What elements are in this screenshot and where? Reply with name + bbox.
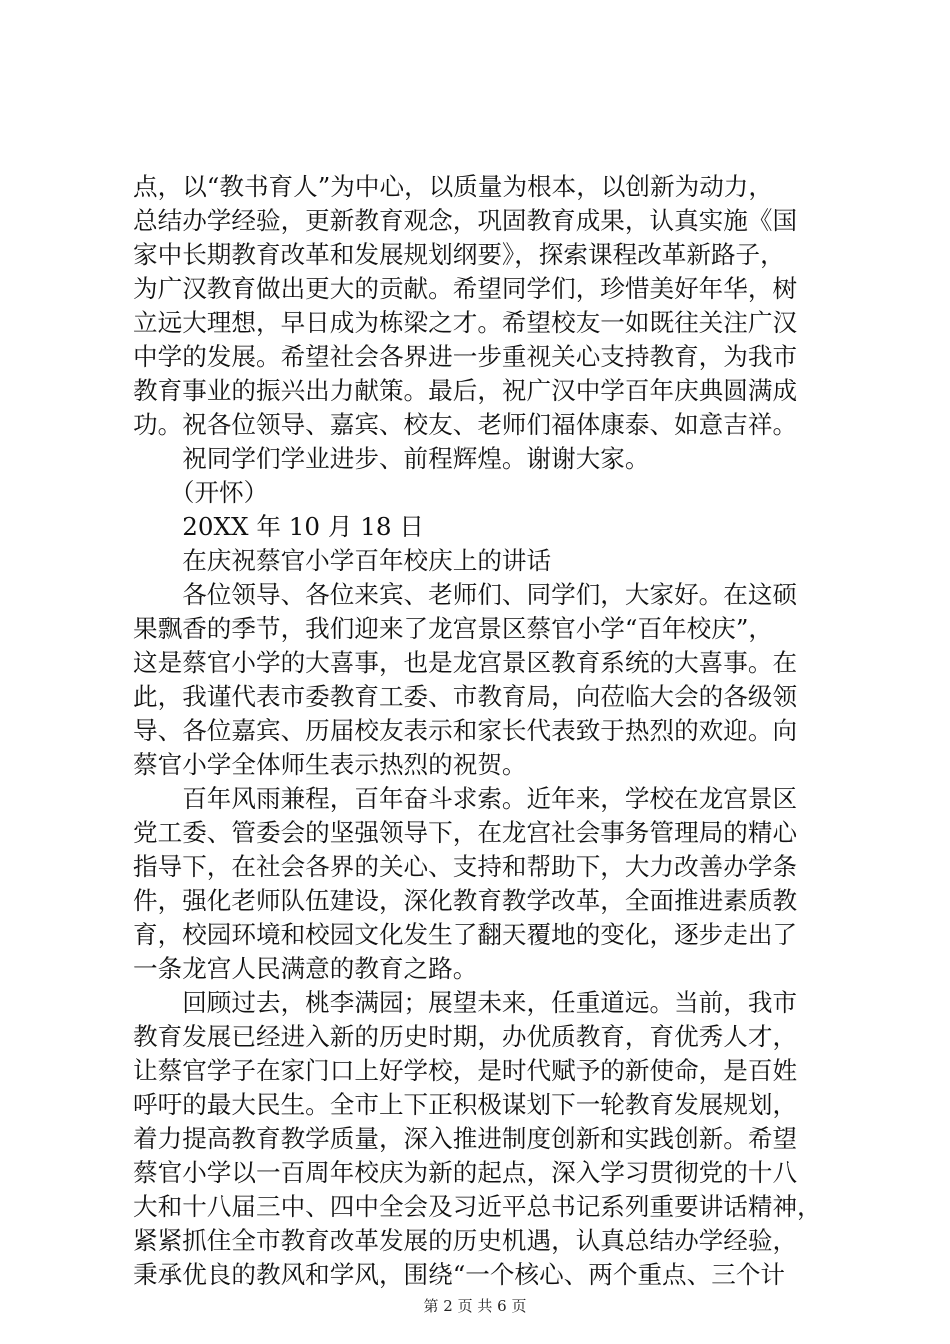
text-line: 蔡官小学全体师生表示热烈的祝贺。 bbox=[133, 750, 527, 779]
text-line: 总结办学经验，更新教育观念，巩固教育成果，认真实施《国 bbox=[133, 206, 798, 235]
text-line: 育，校园环境和校园文化发生了翻天覆地的变化，逐步走出了 bbox=[133, 920, 798, 949]
text-line: 祝同学们学业进步、前程辉煌。谢谢大家。 bbox=[133, 444, 650, 473]
text-line: 点，以“教书育人”为中心，以质量为根本，以创新为动力， bbox=[133, 172, 773, 201]
text-line: 立远大理想，早日成为栋梁之才。希望校友一如既往关注广汉 bbox=[133, 308, 798, 337]
text-line: 呼吁的最大民生。全市上下正积极谋划下一轮教育发展规划， bbox=[133, 1090, 798, 1119]
text-line: 大和十八届三中、四中全会及习近平总书记系列重要讲话精神， bbox=[133, 1192, 822, 1221]
body-text bbox=[133, 170, 833, 1292]
text-line: 让蔡官学子在家门口上好学校，是时代赋予的新使命，是百姓 bbox=[133, 1056, 798, 1085]
text-line: 中学的发展。希望社会各界进一步重视关心支持教育，为我市 bbox=[133, 342, 798, 371]
text-line: 紧紧抓住全市教育改革发展的历史机遇，认真总结办学经验， bbox=[133, 1226, 798, 1255]
text-line: 百年风雨兼程，百年奋斗求索。近年来，学校在龙宫景区 bbox=[133, 784, 798, 813]
text-line: 此，我谨代表市委教育工委、市教育局，向莅临大会的各级领 bbox=[133, 682, 798, 711]
text-line: 秉承优良的教风和学风，围绕“一个核心、两个重点、三个计 bbox=[133, 1260, 786, 1289]
text-line: 件，强化老师队伍建设，深化教育教学改革，全面推进素质教 bbox=[133, 886, 798, 915]
text-line: 党工委、管委会的坚强领导下，在龙宫社会事务管理局的精心 bbox=[133, 818, 798, 847]
signature-line: （开怀） bbox=[133, 478, 269, 507]
text-line: 着力提高教育教学质量，深入推进制度创新和实践创新。希望 bbox=[133, 1124, 798, 1153]
text-line: 回顾过去，桃李满园；展望未来，任重道远。当前，我市 bbox=[133, 988, 798, 1017]
text-line: 导、各位嘉宾、历届校友表示和家长代表致于热烈的欢迎。向 bbox=[133, 716, 798, 745]
text-line: 一条龙宫人民满意的教育之路。 bbox=[133, 954, 478, 983]
text-line: 教育发展已经进入新的历史时期，办优质教育，育优秀人才， bbox=[133, 1022, 798, 1051]
text-line: 指导下，在社会各界的关心、支持和帮助下，大力改善办学条 bbox=[133, 852, 798, 881]
text-line: 教育事业的振兴出力献策。最后，祝广汉中学百年庆典圆满成 bbox=[133, 376, 798, 405]
text-line: 各位领导、各位来宾、老师们、同学们，大家好。在这硕 bbox=[133, 580, 798, 609]
speech-title: 在庆祝蔡官小学百年校庆上的讲话 bbox=[133, 546, 552, 575]
date-line: 20XX 年 10 月 18 日 bbox=[133, 512, 424, 541]
page-number-footer: 第 2 页 共 6 页 bbox=[423, 1297, 527, 1315]
text-line: 蔡官小学以一百周年校庆为新的起点，深入学习贯彻党的十八 bbox=[133, 1158, 798, 1187]
text-line: 为广汉教育做出更大的贡献。希望同学们，珍惜美好年华，树 bbox=[133, 274, 798, 303]
text-line: 功。祝各位领导、嘉宾、校友、老师们福体康泰、如意吉祥。 bbox=[133, 410, 798, 439]
text-line: 这是蔡官小学的大喜事，也是龙宫景区教育系统的大喜事。在 bbox=[133, 648, 798, 677]
text-line: 果飘香的季节，我们迎来了龙宫景区蔡官小学“百年校庆”， bbox=[133, 614, 773, 643]
text-line: 家中长期教育改革和发展规划纲要》，探索课程改革新路子， bbox=[133, 240, 785, 269]
